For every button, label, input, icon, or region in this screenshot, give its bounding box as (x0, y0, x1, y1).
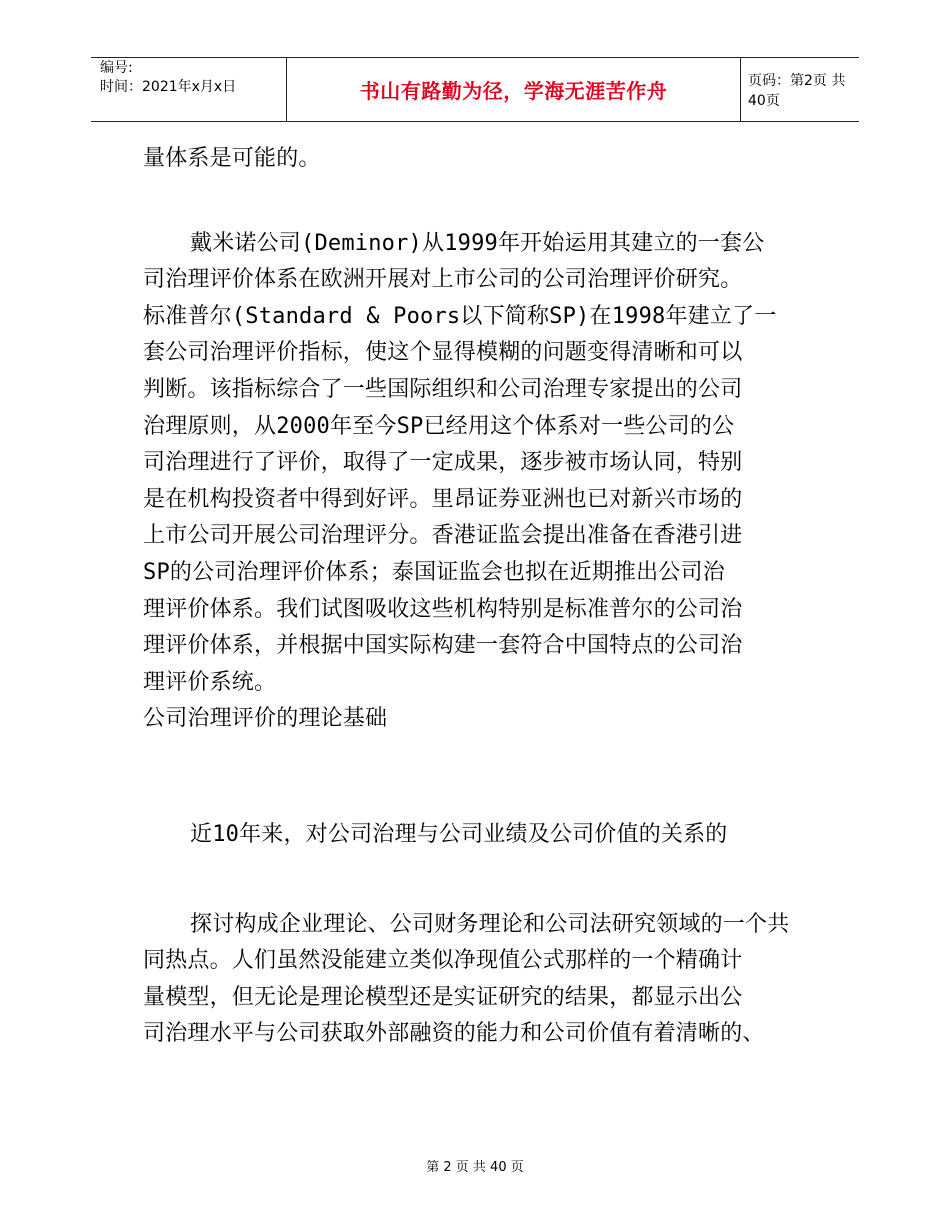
paragraph-line: 量体系是可能的。 (143, 146, 321, 171)
page-header (91, 57, 859, 122)
paragraph-line: 戴米诺公司(Deminor)从1999年开始运用其建立的一套公 (190, 231, 765, 256)
page-footer: 第 2 页 共 40 页 (426, 1160, 524, 1175)
paragraph-line: 公司治理评价的理论基础 (143, 706, 388, 731)
paragraph-line: 是在机构投资者中得到好评。里昂证券亚洲也已对新兴市场的 (143, 487, 743, 512)
header-motto: 书山有路勤为径，学海无涯苦作舟 (359, 79, 668, 103)
document-number-label: 编号: (100, 60, 133, 76)
paragraph-line: 司治理进行了评价，取得了一定成果，逐步被市场认同，特别 (143, 450, 743, 475)
header-meta (91, 58, 286, 121)
paragraph-line: 理评价系统。 (143, 670, 277, 695)
paragraph-line: 判断。该指标综合了一些国际组织和公司治理专家提出的公司 (143, 377, 743, 402)
paragraph-line: 理评价体系。我们试图吸收这些机构特别是标准普尔的公司治 (143, 597, 743, 622)
header-page-info: 页码：第2页 共40页 (748, 72, 846, 109)
paragraph-line: SP的公司治理评价体系；泰国证监会也拟在近期推出公司治 (143, 560, 725, 585)
paragraph-line: 司治理水平与公司获取外部融资的能力和公司价值有着清晰的、 (143, 1021, 765, 1046)
paragraph-line: 探讨构成企业理论、公司财务理论和公司法研究领域的一个共 (190, 912, 790, 937)
paragraph-line: 同热点。人们虽然没能建立类似净现值公式那样的一个精确计 (143, 948, 743, 973)
header-page-cell (740, 58, 859, 121)
paragraph-line: 治理原则，从2000年至今SP已经用这个体系对一些公司的公 (143, 414, 735, 439)
paragraph-line: 套公司治理评价指标，使这个显得模糊的问题变得清晰和可以 (143, 340, 743, 365)
paragraph-line: 司治理评价体系在欧洲开展对上市公司的公司治理评价研究。 (143, 267, 743, 292)
paragraph-line: 理评价体系，并根据中国实际构建一套符合中国特点的公司治 (143, 633, 743, 658)
document-time: 时间：2021年x月x日 (100, 79, 237, 95)
paragraph-line: 标准普尔(Standard & Poors以下简称SP)在1998年建立了一 (143, 304, 777, 329)
paragraph-line: 量模型，但无论是理论模型还是实证研究的结果，都显示出公 (143, 985, 743, 1010)
header-motto-cell (286, 58, 741, 121)
paragraph-line: 上市公司开展公司治理评分。香港证监会提出准备在香港引进 (143, 523, 743, 548)
section-heading: 近10年来，对公司治理与公司业绩及公司价值的关系的 (190, 822, 728, 847)
